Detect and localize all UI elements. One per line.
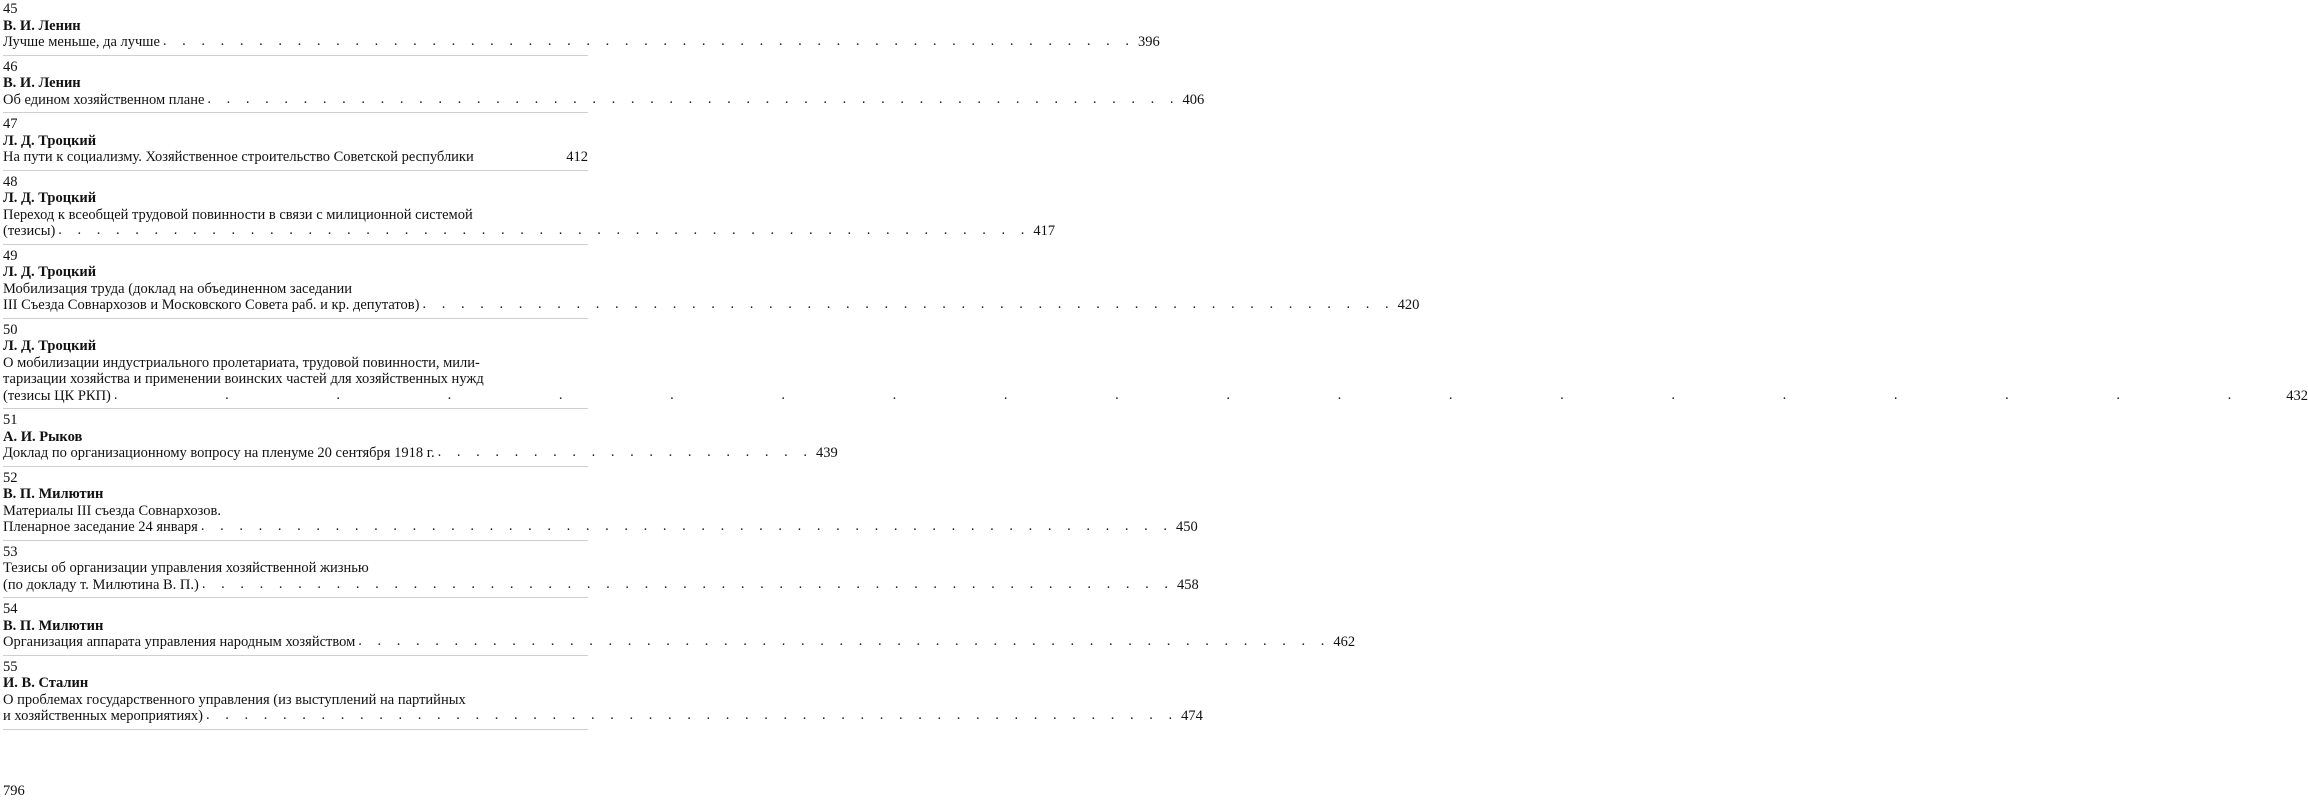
entry-title: На пути к социализму. Хозяйственное строительство Советской республики [3, 149, 474, 165]
entry-divider [3, 55, 588, 56]
entry-title-row [3, 222, 1056, 240]
entry-author: В. П. Милютин [3, 617, 104, 634]
entry-number: 48 [3, 173, 18, 190]
entry-divider [3, 655, 588, 656]
entry-title-row [3, 33, 1160, 51]
leader-dots: . . . . . . . . . . . . . . . . . . . . . . . . . . . . . . . . . . . . . . . . . . . . . . . . . . . [206, 707, 1179, 723]
entry-divider [3, 318, 588, 319]
entry-title-row [3, 633, 1356, 651]
entry-title-row [3, 90, 1205, 109]
entry-title-line: Переход к всеобщей трудовой повинности в связи с милиционной системой [3, 206, 473, 223]
entry-divider [3, 597, 588, 598]
entry-title: (по докладу т. Милютина В. П.) [3, 576, 199, 593]
toc-entry [3, 412, 838, 462]
entry-title: (тезисы) [3, 223, 56, 239]
entry-title: Организация аппарата управления народным хозяйством [3, 634, 356, 650]
entry-divider [3, 170, 588, 171]
toc-entry [3, 173, 1056, 240]
entry-page: 439 [816, 445, 838, 461]
entry-divider [3, 540, 588, 541]
entry-number: 52 [3, 469, 18, 486]
entry-page: 406 [1182, 91, 1205, 108]
toc-entry [3, 321, 2308, 405]
entry-number: 47 [3, 116, 18, 132]
entry-page: 420 [1397, 297, 1420, 313]
entry-divider [3, 112, 588, 113]
toc-entry [3, 1, 1160, 51]
leader-dots: . . . . . . . . . . . . . . . . . . . . . . . . . . . . . . . . . . . . . . . . . . . . . . . . . . . [58, 222, 1031, 238]
entry-divider [3, 466, 588, 467]
toc-entry [3, 601, 1356, 651]
toc-entry [3, 543, 1199, 594]
entry-author: В. И. Ленин [3, 75, 81, 91]
entry-number: 45 [3, 1, 18, 17]
entry-page: 450 [1175, 519, 1198, 535]
entry-author: Л. Д. Троцкий [3, 264, 97, 280]
entry-author: А. И. Рыков [3, 428, 83, 445]
toc-entry [3, 247, 1420, 314]
entry-title: Об едином хозяйственном плане [3, 91, 205, 108]
leader-dots: . . . . . . . . . . . . . . . . . . . . . . . . . . . . . . . . . . . . . . . . . . . . . . . . . . . [358, 633, 1331, 649]
entry-title-row [3, 444, 838, 462]
toc-page [3, 0, 2308, 733]
leader-dots: . . . . . . . . . . . . . . . . . . . . . . . . . . . . . . . . . . . . . . . . . . . . . . . . . . . [207, 90, 1180, 107]
leader-dots: . . . . . . . . . . . . . . . . . . . . . . . . . . . . . . . . . . . . . . . . . . . . . . . . . . . [422, 296, 1395, 312]
entry-title-line: таризации хозяйства и применении воинских частей для хозяйственных нужд [3, 371, 484, 387]
entry-title: Доклад по организационному вопросу на пленуме 20 сентября 1918 г. [3, 445, 435, 461]
entry-author: В. И. Ленин [3, 17, 81, 34]
entry-number: 49 [3, 247, 18, 264]
page-number: 796 [3, 783, 25, 799]
entry-title: III Съезда Совнархозов и Московского Совета раб. и кр. депутатов) [3, 297, 420, 313]
entry-page: 412 [566, 149, 588, 165]
entry-divider [3, 408, 588, 409]
toc-entry [3, 658, 1203, 725]
leader-dots: . . . . . . . . . . . . . . . . . . . . . . . . . . . . . . . . . . . . . . . . . . . . . . . . . . . [162, 33, 1136, 49]
entry-title-row [3, 707, 1203, 725]
entry-number: 54 [3, 601, 18, 617]
leader-dots: . . . . . . . . . . . . . . . . . . . . . . . . . . . . . . . . . . . . . . . . . . . . . . . . . . . [200, 518, 1173, 534]
entry-page: 474 [1181, 708, 1203, 724]
entry-title-row [3, 149, 588, 166]
entry-page: 432 [2286, 387, 2308, 404]
entry-author: И. В. Сталин [3, 675, 89, 691]
leader-dots: . . . . . . . . . . . . . . . . . . . . . . . . . . . . . . . . . . . . . . . . . . . . . . . . . . . [201, 575, 1174, 592]
toc-entry [3, 58, 1205, 109]
entry-author: Л. Д. Троцкий [3, 190, 97, 206]
entry-title-line: Тезисы об организации управления хозяйственной жизнью [3, 560, 369, 576]
entry-title-line: О мобилизации индустриального пролетариата, трудовой повинности, мили- [3, 354, 480, 371]
toc-entry [3, 469, 1198, 536]
entry-number: 53 [3, 543, 18, 560]
entry-title: Лучше меньше, да лучше [3, 34, 160, 50]
entry-title-row [3, 518, 1198, 536]
entry-page: 417 [1033, 223, 1056, 239]
entry-title-line: Мобилизация труда (доклад на объединенном заседании [3, 280, 352, 297]
entry-title: и хозяйственных мероприятиях) [3, 708, 203, 724]
leader-dots: . . . . . . . . . . . . . . . . . . . . [437, 444, 814, 460]
entry-title-row [3, 296, 1420, 314]
entry-title-line: О проблемах государственного управления (из выступлений на партийных [3, 691, 466, 708]
entry-number: 55 [3, 658, 18, 675]
entry-title-line: Материалы III съезда Совнархозов. [3, 502, 221, 519]
entry-title: (тезисы ЦК РКП) [3, 387, 111, 404]
toc-entry [3, 116, 588, 166]
entry-title-row [3, 575, 1199, 594]
entry-divider [3, 244, 588, 245]
leader-dots: . . . . . . . . . . . . . . . . . . . . [113, 386, 2284, 403]
entry-title: Пленарное заседание 24 января [3, 519, 198, 535]
entry-page: 396 [1138, 34, 1160, 50]
entry-author: В. П. Милютин [3, 486, 104, 502]
entry-number: 50 [3, 321, 18, 338]
entry-number: 46 [3, 58, 18, 75]
entry-number: 51 [3, 412, 18, 428]
entry-divider [3, 729, 588, 730]
entry-author: Л. Д. Троцкий [3, 132, 97, 149]
entry-page: 462 [1333, 634, 1356, 650]
entry-title-row [3, 386, 2308, 405]
entry-author: Л. Д. Троцкий [3, 338, 97, 354]
entry-page: 458 [1176, 576, 1199, 593]
